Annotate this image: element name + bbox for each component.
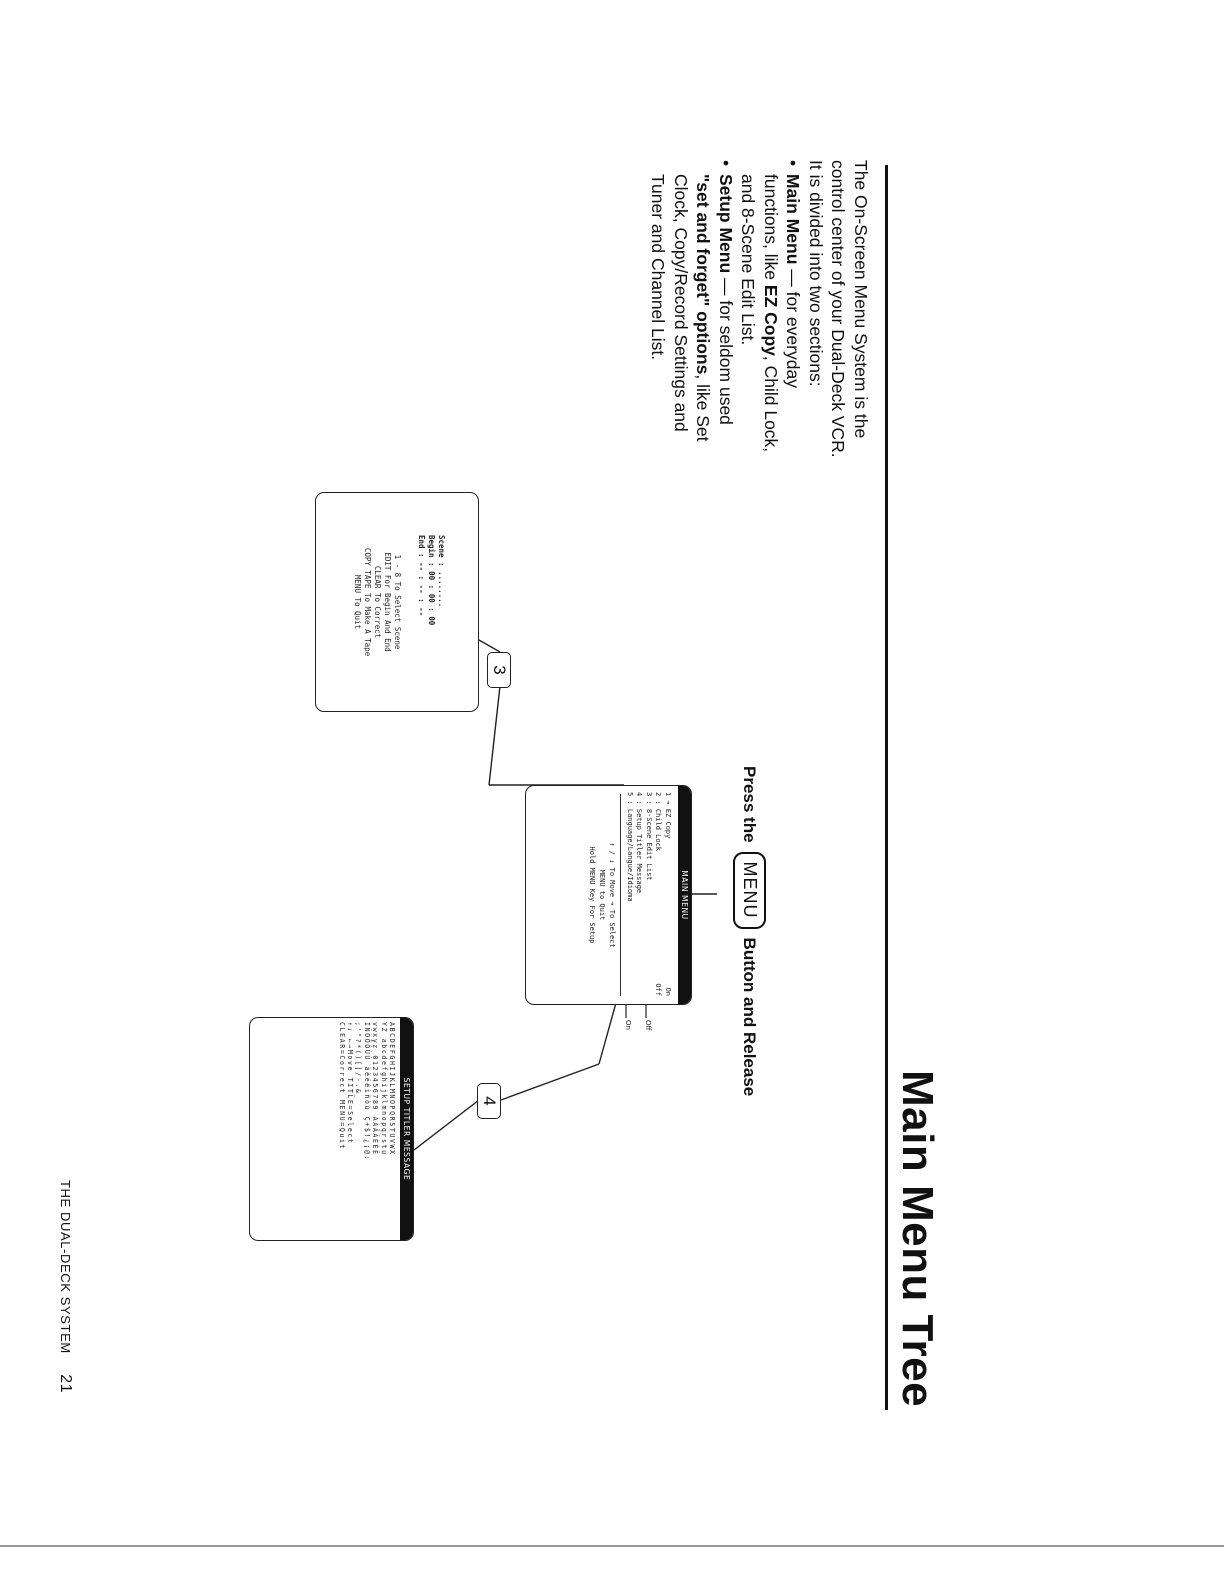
menu-item-language: 5 : Language/Langue/Idioma <box>626 792 634 902</box>
edit-row-begin: Begin : 00 : 00 : 00 <box>427 535 436 626</box>
footer-section: THE DUAL-DECK SYSTEM <box>58 1180 73 1354</box>
titler-row-7: CLEAR=Correct MENU=Quit <box>337 1022 346 1151</box>
titler-screen <box>249 1017 414 1241</box>
menu-item-ez-copy: 1 ➔ EZ Copy On <box>664 792 672 996</box>
menu-hint-setup: Hold MENU Key For Setup <box>588 846 597 944</box>
main-to-tag4-line <box>501 1064 599 1100</box>
bullet-term: Main Menu <box>783 174 804 265</box>
edit-row-scene: Scene : ........ <box>437 535 446 608</box>
bullet-term: Setup Menu <box>716 174 736 274</box>
main-to-tag3-line <box>489 686 500 785</box>
bullet-text-rest: , Child Lock, and 8-Scene Edit List. <box>738 174 781 453</box>
titler-row-1: ABCDEFGHIJKLMNOPQRSTUVWX <box>388 1022 396 1156</box>
bullet-example: EZ Copy <box>761 284 781 356</box>
edit-row-end: End : -- : -- : -- <box>417 535 426 617</box>
menu-hint-move: ↑ / ↓ To Move ➔ To Select <box>608 842 617 948</box>
edit-list-screen <box>315 492 479 712</box>
bullet-text: — for everyday functions, like <box>761 174 804 388</box>
step-tag-3: 3 <box>487 652 511 688</box>
footer-page-number: 21 <box>57 1374 74 1394</box>
edit-hint-clear: CLEAR To Correct <box>373 565 382 639</box>
toggle-label-off: Off <box>644 1020 652 1031</box>
intro-paragraph: The On-Screen Menu System is the control center of your Dual-Deck VCR. It is divided into two sections: <box>806 160 871 458</box>
instruction-suffix: Button and Release <box>740 937 760 1097</box>
menu-item-edit-list: 3 : 8-Scene Edit List <box>645 792 653 881</box>
menu-hint-quit: MENU to Quit <box>598 869 607 921</box>
main-menu-title-bar: MAIN MENU <box>678 786 691 1004</box>
edit-hint-copy: COPY TAPE To Make A Tape <box>363 547 372 657</box>
titler-row-4: ÌÑÒÓÔÙÚ àèéêìñòù Ç+$!¿¡@: <box>362 1022 371 1162</box>
titler-row-3: vwxyz 0123456789 ÀÁÂÃÈÉÊ <box>371 1022 380 1156</box>
step-tag-4: 4 <box>477 1083 501 1119</box>
edit-hint-edit: EDIT For Begin And End <box>383 552 392 652</box>
menu-button-graphic: MENU <box>733 852 766 929</box>
menu-item-child-lock: 2 : Child Lock Off <box>654 792 663 996</box>
titler-row-2: YZ abcdefghijklmnopqrstu <box>379 1022 388 1156</box>
bullet-example: "set and forget" options <box>693 174 714 375</box>
bullet-text-rest: , like Set Clock, Copy/Record Settings and Tuner and Channel List. <box>648 174 714 442</box>
titler-row-6: ↑↓ ←→Move TITLE=Select <box>345 1022 354 1145</box>
page-footer <box>56 1180 74 1393</box>
edit-hint-quit: MENU To Quit <box>353 574 362 630</box>
bullet-text: — for seldom used <box>716 273 736 425</box>
toggle-label-on: On <box>624 1020 632 1030</box>
scan-edge-line <box>0 1545 1224 1547</box>
menu-item-titler: 4 : Setup Titler Message <box>635 792 644 894</box>
main-menu-screen <box>525 785 692 1005</box>
menu-divider <box>621 794 622 996</box>
instruction-prefix: Press the <box>740 766 760 843</box>
tag4-to-titler-line <box>414 1100 479 1150</box>
page-title: Main Menu Tree <box>893 1070 942 1408</box>
titler-title-bar: SETUP TITLER MESSAGE <box>400 1018 413 1240</box>
titler-row-5: ;'"?*()[]/-.&_ <box>354 1022 363 1100</box>
edit-hint-select: 1 - 8 To Select Scene <box>393 554 402 650</box>
